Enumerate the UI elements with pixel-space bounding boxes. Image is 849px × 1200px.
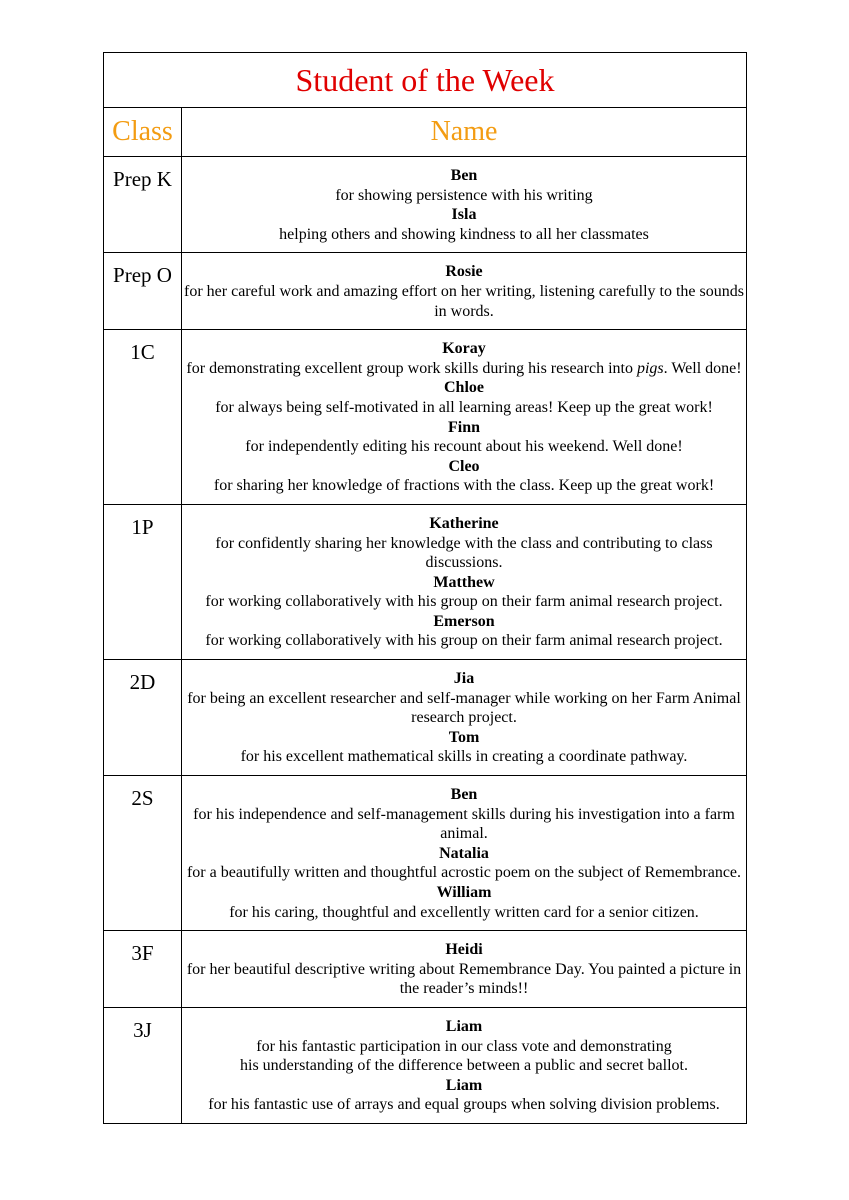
award-reason: for independently editing his recount about his weekend. Well done!	[245, 438, 683, 456]
awards-cell	[182, 157, 747, 253]
awards-cell	[182, 1007, 747, 1123]
award-reason: for showing persistence with his writing	[335, 186, 593, 204]
student-name: Rosie	[445, 263, 483, 281]
award-reason: for a beautifully written and thoughtful acrostic poem on the subject of Remembrance.	[186, 864, 742, 882]
award-reason: for working collaboratively with his group on their farm animal research project.	[205, 593, 723, 611]
award-reason: for her careful work and amazing effort on her writing, listening carefully to the sounds in words.	[184, 282, 744, 320]
student-name: Heidi	[445, 941, 483, 959]
award-reason: for his fantastic use of arrays and equal groups when solving division problems.	[208, 1096, 720, 1114]
table-row	[104, 1007, 747, 1123]
header-row	[104, 108, 747, 157]
student-name: Tom	[448, 728, 480, 746]
award-reason: for being an excellent researcher and self-manager while working on her Farm Animal research project.	[187, 689, 741, 727]
student-name: Koray	[442, 340, 486, 358]
student-name: Natalia	[439, 844, 489, 862]
class-label: 3J	[104, 1007, 182, 1123]
table-row	[104, 330, 747, 505]
award-reason-text: . Well done!	[663, 359, 742, 377]
table-row	[104, 776, 747, 931]
award-reason-italic: pigs	[636, 359, 664, 377]
student-name: Liam	[445, 1017, 483, 1035]
student-name: William	[436, 884, 492, 901]
awards-cell	[182, 931, 747, 1008]
award-reason: for her beautiful descriptive writing about Remembrance Day. You painted a picture in the reader’s minds!!	[186, 960, 742, 998]
table-row	[104, 660, 747, 776]
award-reason: for his excellent mathematical skills in creating a coordinate pathway.	[240, 748, 688, 766]
student-name: Isla	[451, 206, 477, 224]
table-row	[104, 157, 747, 253]
award-reason-text: for demonstrating excellent group work skills during his research into	[186, 359, 637, 377]
student-name: Jia	[453, 670, 475, 688]
class-label: 2D	[104, 660, 182, 776]
awards-cell	[182, 660, 747, 776]
award-reason: for always being self-motivated in all learning areas! Keep up the great work!	[215, 398, 713, 416]
class-label: 1P	[104, 504, 182, 659]
award-reason	[184, 359, 744, 379]
student-name: Matthew	[433, 573, 495, 591]
award-reason-line: his understanding of the difference between a public and secret ballot.	[240, 1057, 688, 1075]
awards-cell	[182, 776, 747, 931]
class-label: Prep O	[104, 253, 182, 330]
student-name: Chloe	[444, 379, 484, 397]
award-reason: helping others and showing kindness to all her classmates	[279, 225, 649, 243]
student-of-the-week-table	[103, 52, 747, 1124]
class-label: Prep K	[104, 157, 182, 253]
award-reason: for sharing her knowledge of fractions with the class. Keep up the great work!	[213, 477, 715, 495]
award-reason-line: for his fantastic participation in our class vote and demonstrating	[256, 1037, 672, 1055]
award-reason: for working collaboratively with his group on their farm animal research project.	[205, 632, 723, 650]
class-label: 3F	[104, 931, 182, 1008]
awards-cell	[182, 253, 747, 330]
student-name: Cleo	[448, 457, 480, 475]
award-reason: for his caring, thoughtful and excellently written card for a senior citizen.	[229, 903, 699, 921]
class-column-header: Class	[104, 108, 182, 157]
table-row	[104, 253, 747, 330]
table-row	[104, 931, 747, 1008]
student-name: Finn	[447, 418, 480, 436]
student-name: Ben	[450, 167, 478, 184]
student-name: Emerson	[433, 612, 495, 630]
award-reason: for his independence and self-management skills during his investigation into a farm animal.	[193, 805, 735, 843]
student-name: Ben	[450, 786, 478, 804]
student-name: Liam	[445, 1076, 483, 1094]
student-name: Katherine	[429, 514, 499, 532]
page-title: Student of the Week	[104, 53, 747, 108]
table-row	[104, 504, 747, 659]
award-reason: for confidently sharing her knowledge with the class and contributing to class discussions.	[215, 534, 713, 572]
name-column-header: Name	[182, 108, 747, 157]
class-label: 1C	[104, 330, 182, 505]
awards-cell	[182, 330, 747, 505]
class-label: 2S	[104, 776, 182, 931]
title-row	[104, 53, 747, 108]
awards-cell	[182, 504, 747, 659]
